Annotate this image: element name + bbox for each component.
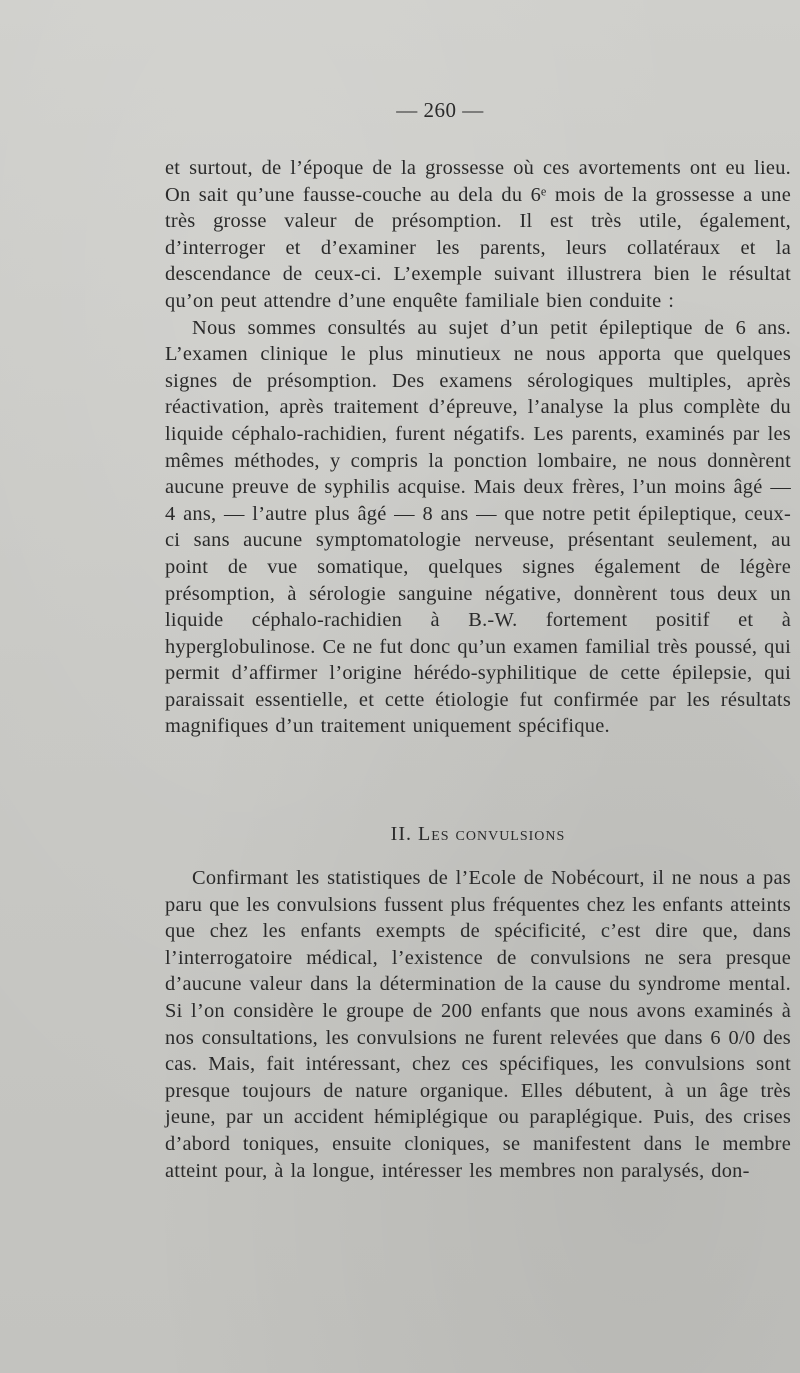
- section-heading: II. Les convulsions: [390, 823, 566, 845]
- main-text: [165, 155, 791, 740]
- page-number: — 260 —: [396, 98, 484, 122]
- paragraph-continuation: et surtout, de l’époque de la grossesse où ces avortements ont eu lieu. On sait qu’une fausse-couche au dela du 6ᵉ mois de la grossesse a une très grosse valeur de présomption. Il est très utile, également, d’interroger et d’examiner les parents, leurs collatéraux et la descendance de ceux-ci. L’exemple suivant illustrera bien le résultat qu’on peut attendre d’une enquête familiale bien conduite :: [165, 157, 791, 312]
- section-text: [165, 865, 791, 1184]
- section-paragraph: Confirmant les statistiques de l’Ecole de Nobécourt, il ne nous a pas paru que les convulsions fussent plus fréquentes chez les enfants atteints que chez les enfants exempts de spécificité, c’est dire que, dans l’interrogatoire médical, l’existence de convulsions ne sera presque d’aucune valeur dans la détermination de la cause du syndrome mental. Si l’on considère le groupe de 200 enfants que nous avons examinés à nos consultations, les convulsions ne furent relevées que dans 6 0/0 des cas. Mais, fait intéressant, chez ces spécifiques, les convulsions sont presque toujours de nature organique. Elles débutent, à un âge très jeune, par un accident hémiplégique ou paraplégique. Puis, des crises d’abord toniques, ensuite cloniques, se manifestent dans le membre atteint pour, à la longue, intéresser les membres non paralysés, don-: [165, 867, 791, 1182]
- paragraph-case-example: Nous sommes consultés au sujet d’un petit épileptique de 6 ans. L’examen clinique le plus minutieux ne nous apporta que quelques signes de présomption. Des examens sérologiques multiples, après réactivation, après traitement d’épreuve, l’analyse la plus complète du liquide céphalo-rachidien, furent négatifs. Les parents, examinés par les mêmes méthodes, y compris la ponction lombaire, ne nous donnèrent aucune preuve de syphilis acquise. Mais deux frères, l’un moins âgé — 4 ans, — l’autre plus âgé — 8 ans — que notre petit épileptique, ceux-ci sans aucune symptomatologie nerveuse, présentant seulement, au point de vue somatique, quelques signes également de légère présomption, à sérologie sanguine négative, donnèrent tous deux un liquide céphalo-rachidien à B.-W. fortement positif et à hyperglobulinose. Ce ne fut donc qu’un examen familial très poussé, qui permit d’affirmer l’origine hérédo-syphilitique de cette épilepsie, qui paraissait essentielle, et cette étiologie fut confirmée par les résultats magnifiques d’un traitement uniquement spécifique.: [165, 316, 791, 738]
